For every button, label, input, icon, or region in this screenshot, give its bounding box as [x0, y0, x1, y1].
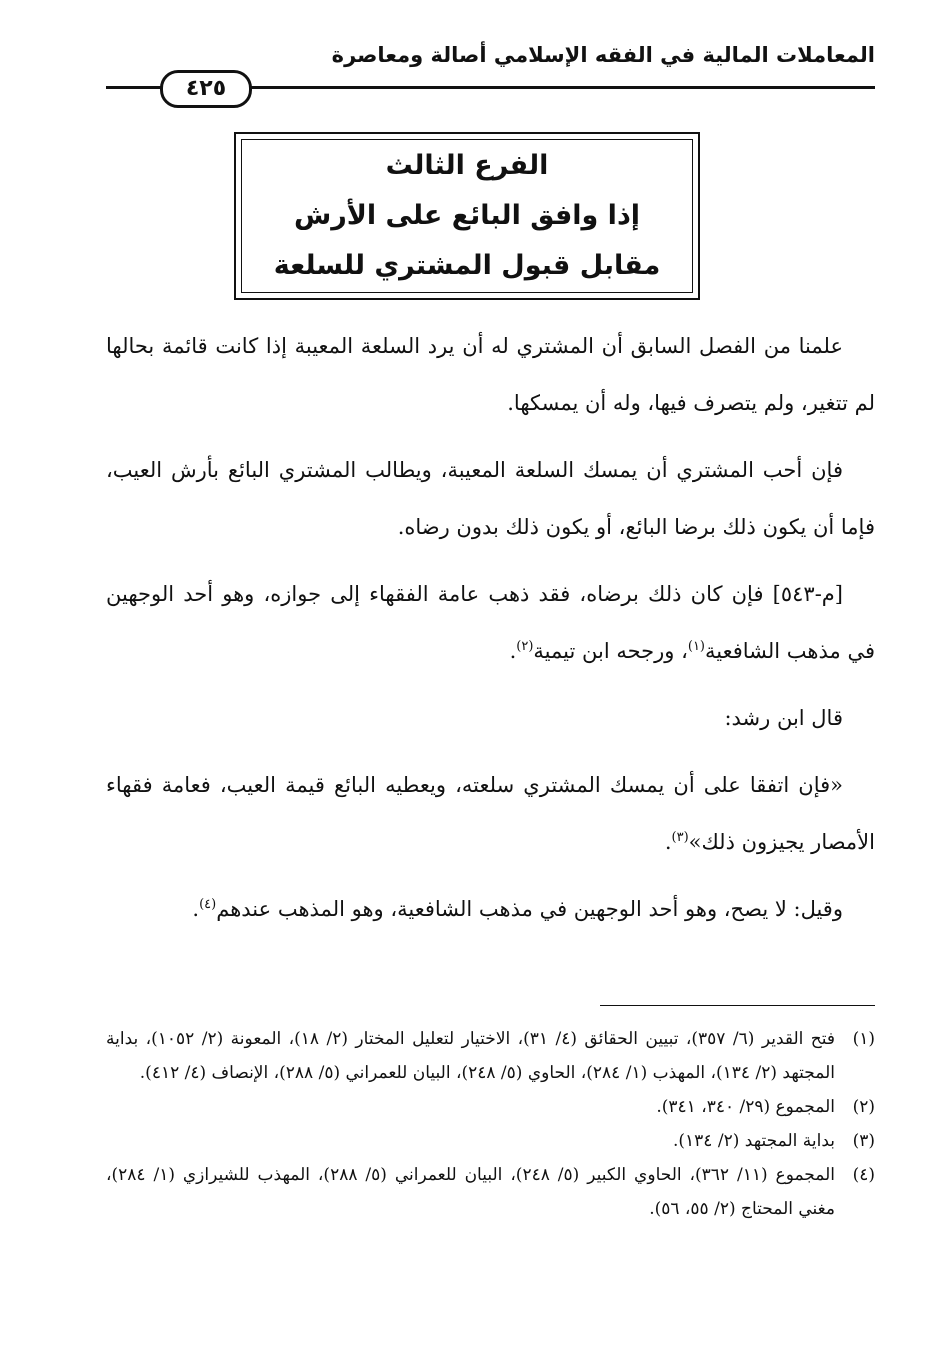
- running-header: المعاملات المالية في الفقه الإسلامي أصالة ومعاصرة: [331, 43, 875, 67]
- footnote-ref-2: (٢): [516, 639, 534, 654]
- footnote-number: (١): [852, 1029, 875, 1049]
- paragraph-3-part-a: [م-٥٤٣] فإن كان ذلك برضاه، فقد ذهب عامة الفقهاء إلى جوازه، وهو أحد الوجهين في مذهب الشافعية: [106, 582, 875, 663]
- quote-end: .: [664, 830, 672, 854]
- paragraph-3: [106, 566, 875, 680]
- footnotes: [106, 1022, 875, 1226]
- footnote-ref-3: (٣): [671, 830, 689, 845]
- footnote-number: (٣): [852, 1131, 875, 1151]
- footnote-separator: [600, 1005, 875, 1006]
- paragraph-6: [106, 881, 875, 938]
- section-title-box: [234, 132, 700, 300]
- footnote-2: [106, 1090, 875, 1124]
- footnote-3: [106, 1124, 875, 1158]
- section-title-line-2: مقابل قبول المشتري للسلعة: [273, 250, 661, 281]
- footnote-number: (٢): [852, 1097, 875, 1117]
- paragraph-3-part-c: .: [509, 639, 517, 663]
- quote-paragraph: [106, 757, 875, 871]
- footnote-text: فتح القدير (٦/ ٣٥٧)، تبيين الحقائق (٤/ ٣١)، الاختيار لتعليل المختار (٢/ ١٨)، المعونة (٢/ ١٠٥٢)، بداية المجتهد (٢/ ١٣٤)، المهذب (١/ ٢٨٤)، الحاوي (٥/ ٢٤٨)، البيان للعمراني (٥/ ٢٨٨)، الإنصاف (٤/ ٤١٢).: [106, 1029, 836, 1083]
- paragraph-2: فإن أحب المشتري أن يمسك السلعة المعيبة، ويطالب المشتري البائع بأرش العيب، فإما أن يكون ذلك برضا البائع، أو يكون ذلك بدون رضاه.: [106, 458, 875, 539]
- footnote-text: المجموع (١١/ ٣٦٢)، الحاوي الكبير (٥/ ٢٤٨)، البيان للعمراني (٥/ ٢٨٨)، المهذب للشيرازي (١/ ٢٨٤)، مغني المحتاج (٢/ ٥٥، ٥٦).: [106, 1165, 836, 1219]
- footnote-text: بداية المجتهد (٢/ ١٣٤).: [673, 1131, 835, 1151]
- footnote-4: [106, 1158, 875, 1226]
- body-text: [106, 318, 875, 948]
- section-title-inner-frame: [241, 139, 693, 293]
- paragraph-1: علمنا من الفصل السابق أن المشتري له أن يرد السلعة المعيبة إذا كانت قائمة بحالها لم تتغير، ولم يتصرف فيها، وله أن يمسكها.: [106, 334, 875, 415]
- page-number: ٤٢٥: [160, 70, 252, 108]
- paragraph-6-end: .: [192, 897, 200, 921]
- section-heading: الفرع الثالث: [385, 150, 549, 181]
- quote-text: «فإن اتفقا على أن يمسك المشتري سلعته، ويعطيه البائع قيمة العيب، فعامة فقهاء الأمصار يجيزون ذلك»: [106, 773, 875, 854]
- footnote-1: [106, 1022, 875, 1090]
- footnote-number: (٤): [852, 1165, 875, 1185]
- section-title-line-1: إذا وافق البائع على الأرش: [293, 200, 641, 231]
- paragraph-3-part-b: ، ورجحه ابن تيمية: [533, 639, 688, 663]
- quote-attribution: قال ابن رشد:: [724, 706, 843, 730]
- footnote-text: المجموع (٢٩/ ٣٤٠، ٣٤١).: [656, 1097, 835, 1117]
- paragraph-6-text: وقيل: لا يصح، وهو أحد الوجهين في مذهب الشافعية، وهو المذهب عندهم: [216, 897, 843, 921]
- footnote-ref-1: (١): [687, 639, 705, 654]
- footnote-ref-4: (٤): [199, 897, 217, 912]
